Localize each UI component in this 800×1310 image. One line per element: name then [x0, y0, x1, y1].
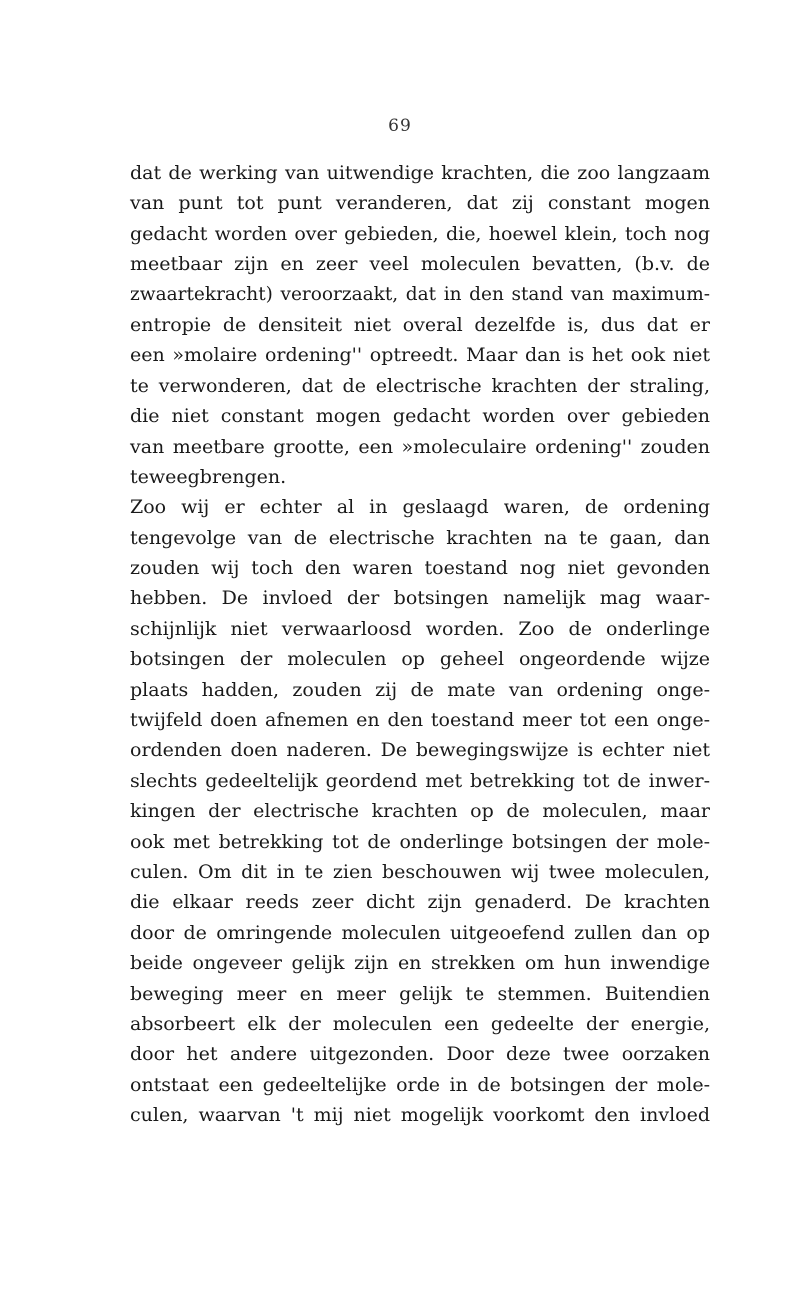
text-line: dat de werking van uitwendige krachten, die zoo langzaam: [130, 162, 710, 184]
text-line: tengevolge van de electrische krachten na te gaan, dan: [130, 526, 710, 549]
text-line: culen. Om dit in te zien beschouwen wij twee moleculen,: [130, 860, 710, 883]
text-line: beweging meer en meer gelijk te stemmen. Buitendien: [130, 982, 710, 1005]
text-line: kingen der electrische krachten op de moleculen, maar: [130, 800, 710, 823]
text-line: botsingen der moleculen op geheel ongeordende wijze: [130, 648, 710, 671]
text-line: van punt tot punt veranderen, dat zij constant mogen: [130, 192, 710, 215]
text-line: absorbeert elk der moleculen een gedeelte der energie,: [130, 1012, 710, 1035]
text-line: een »molaire ordening'' optreedt. Maar dan is het ook niet: [130, 344, 710, 367]
text-line: culen, waarvan 't mij niet mogelijk voorkomt den invloed: [130, 1104, 710, 1127]
text-line: slechts gedeeltelijk geordend met betrekking tot de inwer-: [130, 769, 710, 792]
text-line: beide ongeveer gelijk zijn en strekken om hun inwendige: [130, 952, 710, 975]
text-line: Zoo wij er echter al in geslaagd waren, de ordening: [130, 496, 710, 519]
text-line: die elkaar reeds zeer dicht zijn genaderd. De krachten: [130, 891, 710, 914]
text-line: gedacht worden over gebieden, die, hoewel klein, toch nog: [130, 222, 710, 245]
text-line: ordenden doen naderen. De bewegingswijze is echter niet: [130, 739, 710, 762]
text-line: teweegbrengen.: [130, 465, 287, 488]
text-line: te verwonderen, dat de electrische krachten der straling,: [130, 374, 710, 397]
text-line: meetbaar zijn en zeer veel moleculen bevatten, (b.v. de: [130, 253, 710, 276]
text-line: plaats hadden, zouden zij de mate van ordening onge-: [130, 678, 710, 701]
text-line: ontstaat een gedeeltelijke orde in de botsingen der mole-: [130, 1073, 710, 1096]
text-line: zouden wij toch den waren toestand nog niet gevonden: [130, 557, 710, 580]
body-text: [130, 158, 710, 1131]
page-number: 69: [388, 116, 412, 136]
text-line: twijfeld doen afnemen en den toestand meer tot een onge-: [130, 709, 710, 732]
text-line: ook met betrekking tot de onderlinge botsingen der mole-: [130, 830, 710, 853]
text-line: door het andere uitgezonden. Door deze twee oorzaken: [130, 1043, 710, 1066]
text-line: door de omringende moleculen uitgeoefend zullen dan op: [130, 921, 710, 944]
text-line: die niet constant mogen gedacht worden over gebieden: [130, 405, 710, 428]
text-line: zwaartekracht) veroorzaakt, dat in den stand van maximum-: [130, 283, 710, 305]
text-line: hebben. De invloed der botsingen namelijk mag waar-: [130, 587, 710, 610]
text-line: van meetbare grootte, een »moleculaire ordening'' zouden: [130, 435, 710, 458]
text-line: schijnlijk niet verwaarloosd worden. Zoo de onderlinge: [130, 617, 710, 640]
text-line: entropie de densiteit niet overal dezelfde is, dus dat er: [130, 313, 710, 336]
